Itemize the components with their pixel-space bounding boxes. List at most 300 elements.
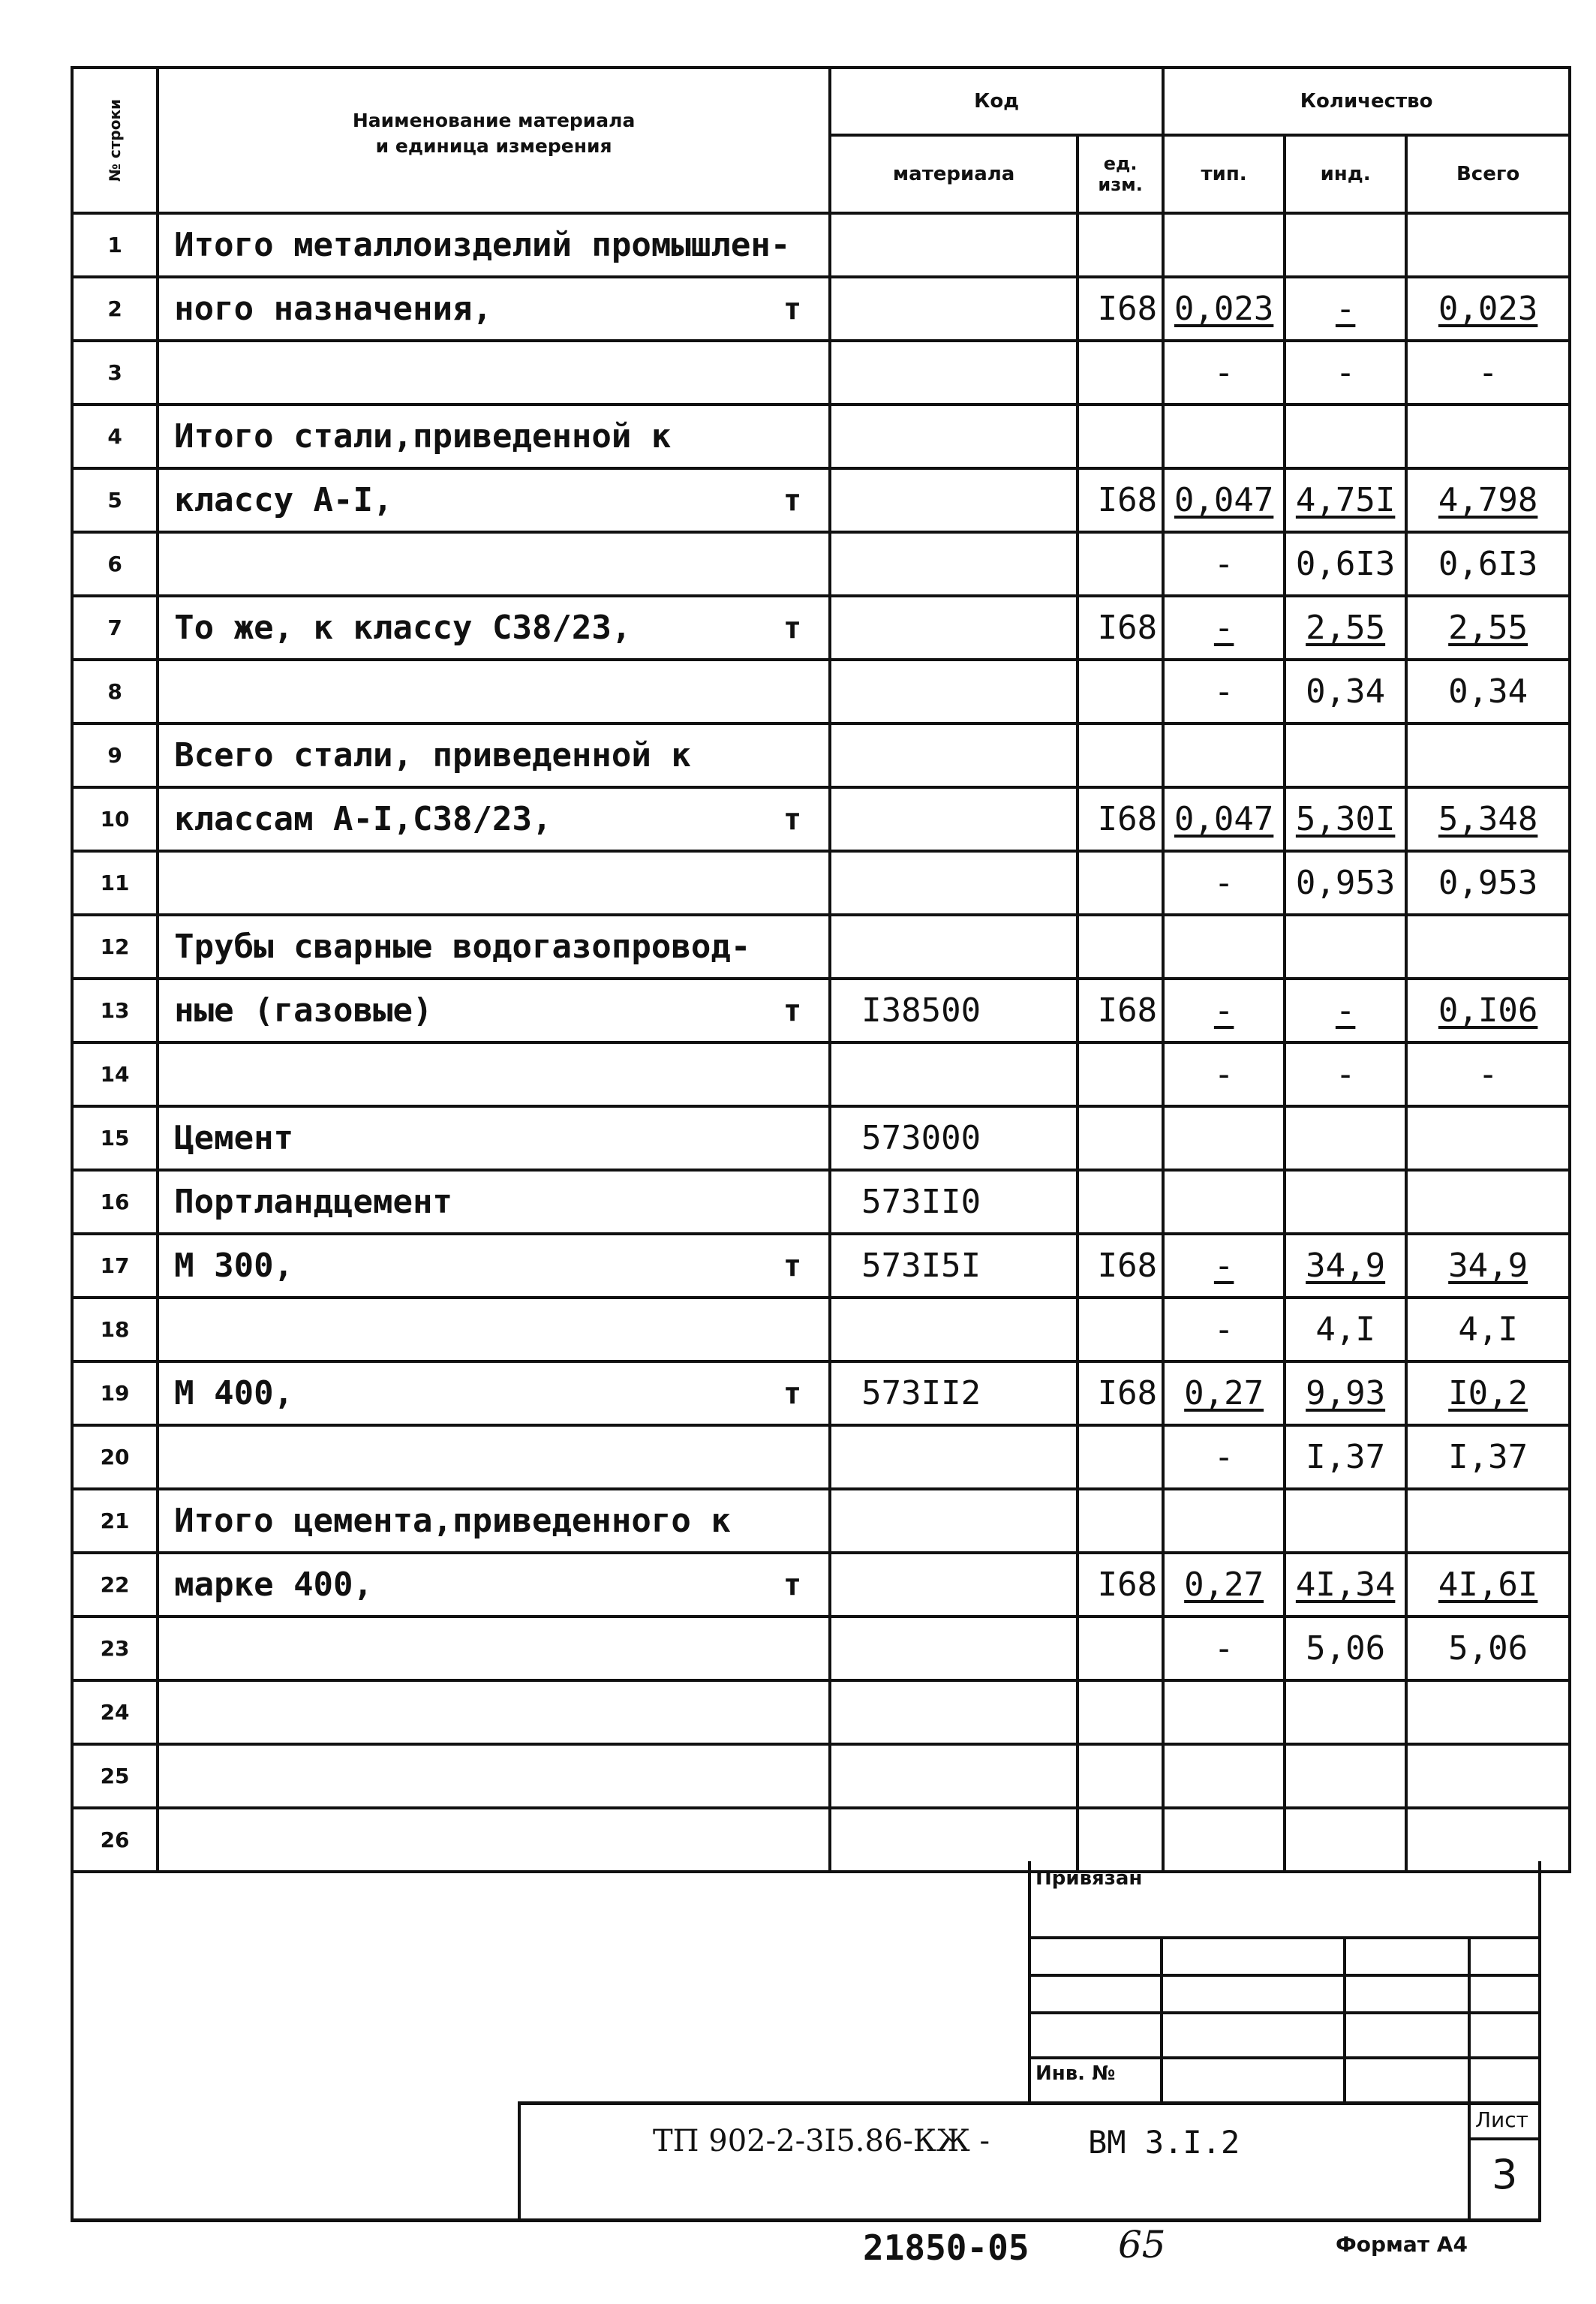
table-row — [72, 532, 1570, 596]
material-name-cell — [158, 1617, 830, 1680]
qty-total-value: - — [1477, 353, 1498, 392]
measure-unit: т — [783, 611, 802, 645]
qty-typ-value: - — [1213, 1247, 1234, 1285]
qty-typ — [1163, 787, 1285, 851]
measure-unit: т — [783, 292, 802, 326]
unit-code: I68 — [1078, 787, 1163, 851]
qty-total — [1406, 341, 1570, 405]
material-code — [830, 532, 1078, 596]
material-code — [830, 660, 1078, 723]
material-name: М 300, — [174, 1247, 294, 1285]
material-code — [830, 277, 1078, 341]
qty-total-value: 4,798 — [1438, 481, 1538, 519]
unit-code — [1078, 213, 1163, 277]
table-row — [72, 1489, 1570, 1553]
qty-typ — [1163, 979, 1285, 1042]
table-row — [72, 1744, 1570, 1808]
qty-ind-value: 5,30I — [1295, 800, 1396, 838]
qty-typ — [1163, 1170, 1285, 1234]
material-code: 573II0 — [830, 1170, 1078, 1234]
qty-total — [1406, 1234, 1570, 1298]
measure-unit: т — [783, 802, 802, 837]
unit-code — [1078, 915, 1163, 979]
row-number: 2 — [72, 277, 158, 341]
material-name: классам А-I,С38/23, — [174, 800, 552, 838]
unit-code: I68 — [1078, 979, 1163, 1042]
qty-ind — [1285, 341, 1406, 405]
table-row — [72, 1617, 1570, 1680]
table-row — [72, 1680, 1570, 1744]
qty-typ-value: - — [1213, 864, 1234, 902]
material-name-cell — [158, 1170, 830, 1234]
qty-ind — [1285, 1042, 1406, 1106]
unit-code — [1078, 1489, 1163, 1553]
qty-typ-value: - — [1213, 609, 1234, 647]
qty-ind-value: - — [1335, 1055, 1356, 1093]
row-number: 19 — [72, 1361, 158, 1425]
material-name: Итого цемента,приведенного к — [174, 1502, 731, 1540]
stamp-v1 — [1160, 1936, 1163, 2103]
table-row — [72, 405, 1570, 468]
row-number: 23 — [72, 1617, 158, 1680]
row-number: 12 — [72, 915, 158, 979]
table-row — [72, 277, 1570, 341]
unit-code — [1078, 405, 1163, 468]
qty-typ — [1163, 1234, 1285, 1298]
qty-total — [1406, 1617, 1570, 1680]
material-code — [830, 1042, 1078, 1106]
qty-ind — [1285, 532, 1406, 596]
table-row — [72, 1361, 1570, 1425]
qty-typ — [1163, 851, 1285, 915]
table-row — [72, 1170, 1570, 1234]
qty-total — [1406, 405, 1570, 468]
frame-bottom — [71, 2218, 1541, 2222]
qty-total — [1406, 213, 1570, 277]
qty-typ-value: - — [1213, 1629, 1234, 1668]
sheet-cell-left — [1468, 2101, 1471, 2221]
material-name: классу А-I, — [174, 481, 393, 519]
qty-typ-value: 0,27 — [1184, 1374, 1264, 1412]
qty-typ — [1163, 1617, 1285, 1680]
material-name-cell — [158, 213, 830, 277]
stamp-h4 — [1028, 2056, 1541, 2059]
material-code — [830, 1808, 1078, 1872]
qty-ind — [1285, 1808, 1406, 1872]
qty-ind-value: - — [1335, 290, 1356, 328]
qty-total — [1406, 1744, 1570, 1808]
qty-ind — [1285, 1361, 1406, 1425]
qty-ind-value: - — [1335, 353, 1356, 392]
table-row — [72, 1234, 1570, 1298]
qty-typ — [1163, 1425, 1285, 1489]
material-name: ного назначения, — [174, 290, 492, 328]
qty-ind-value: 0,953 — [1295, 864, 1396, 902]
qty-typ-value: - — [1213, 991, 1234, 1030]
material-code: 573000 — [830, 1106, 1078, 1170]
qty-ind-value: 9,93 — [1306, 1374, 1386, 1412]
qty-ind — [1285, 405, 1406, 468]
qty-total-value: 0,34 — [1448, 672, 1528, 711]
table-row — [72, 915, 1570, 979]
qty-total — [1406, 1553, 1570, 1617]
qty-total-value: 2,55 — [1448, 609, 1528, 647]
material-name-cell — [158, 915, 830, 979]
qty-typ — [1163, 723, 1285, 787]
code-group-header: Код — [830, 68, 1163, 135]
qty-ind — [1285, 1425, 1406, 1489]
qty-typ — [1163, 468, 1285, 532]
measure-unit: т — [783, 994, 802, 1028]
table-row — [72, 723, 1570, 787]
material-name: Всего стали, приведенной к — [174, 736, 691, 775]
row-number: 26 — [72, 1808, 158, 1872]
material-name-cell — [158, 660, 830, 723]
qty-total — [1406, 1680, 1570, 1744]
material-name-cell — [158, 979, 830, 1042]
qty-total — [1406, 660, 1570, 723]
qty-ind-header: инд. — [1285, 135, 1406, 213]
material-code — [830, 1425, 1078, 1489]
unit-code — [1078, 341, 1163, 405]
materials-table — [71, 66, 1571, 1873]
document-sheet-code: ВМ 3.I.2 — [1088, 2124, 1240, 2161]
qty-typ — [1163, 213, 1285, 277]
unit-code — [1078, 1744, 1163, 1808]
qty-ind — [1285, 787, 1406, 851]
material-name: Портландцемент — [174, 1183, 452, 1221]
qty-total-value: 0,953 — [1438, 864, 1538, 902]
qty-ind — [1285, 213, 1406, 277]
table-row — [72, 468, 1570, 532]
qty-typ-value: 0,27 — [1184, 1566, 1264, 1604]
qty-ind — [1285, 1617, 1406, 1680]
row-number: 13 — [72, 979, 158, 1042]
linked-label: Привязан — [1035, 1867, 1143, 1890]
material-name: Итого металлоизделий промышлен- — [174, 226, 791, 264]
qty-typ — [1163, 1298, 1285, 1361]
qty-typ — [1163, 1680, 1285, 1744]
qty-ind-value: I,37 — [1306, 1438, 1386, 1476]
qty-ind-value: 2,55 — [1306, 609, 1386, 647]
material-name-cell — [158, 1425, 830, 1489]
row-number: 3 — [72, 341, 158, 405]
unit-code: I68 — [1078, 1234, 1163, 1298]
row-number: 7 — [72, 596, 158, 660]
row-number: 17 — [72, 1234, 158, 1298]
qty-total — [1406, 851, 1570, 915]
document-code: ТП 902-2-3I5.86-КЖ - — [653, 2124, 990, 2158]
qty-total — [1406, 1361, 1570, 1425]
qty-ind — [1285, 1744, 1406, 1808]
qty-total — [1406, 1170, 1570, 1234]
qty-total — [1406, 915, 1570, 979]
qty-ind-value: 0,6I3 — [1295, 545, 1396, 583]
material-name-cell — [158, 1553, 830, 1617]
material-name-cell — [158, 1808, 830, 1872]
unit-code — [1078, 1298, 1163, 1361]
material-code — [830, 1744, 1078, 1808]
material-code — [830, 596, 1078, 660]
qty-ind — [1285, 1489, 1406, 1553]
material-code — [830, 1680, 1078, 1744]
unit-code — [1078, 1808, 1163, 1872]
unit-code — [1078, 1106, 1163, 1170]
row-number: 9 — [72, 723, 158, 787]
quantity-group-header: Количество — [1163, 68, 1570, 135]
material-code — [830, 1298, 1078, 1361]
code-unit-header: ед. изм. — [1078, 135, 1163, 213]
qty-ind-value: 5,06 — [1306, 1629, 1386, 1668]
stamp-h3 — [1028, 2011, 1541, 2014]
stamp-h1 — [1028, 1936, 1541, 1939]
table-row — [72, 1808, 1570, 1872]
qty-total — [1406, 787, 1570, 851]
material-code — [830, 851, 1078, 915]
row-number: 24 — [72, 1680, 158, 1744]
material-name: М 400, — [174, 1374, 294, 1412]
measure-unit: т — [783, 1376, 802, 1411]
row-number: 20 — [72, 1425, 158, 1489]
qty-typ — [1163, 341, 1285, 405]
row-number: 1 — [72, 213, 158, 277]
material-name-cell — [158, 1744, 830, 1808]
table-row — [72, 1425, 1570, 1489]
format-label: Формат А4 — [1336, 2232, 1468, 2257]
qty-typ — [1163, 915, 1285, 979]
frame-right — [1538, 1861, 1541, 2221]
measure-unit: т — [783, 483, 802, 518]
qty-ind — [1285, 915, 1406, 979]
unit-code — [1078, 723, 1163, 787]
qty-typ — [1163, 405, 1285, 468]
row-number: 18 — [72, 1298, 158, 1361]
row-number: 4 — [72, 405, 158, 468]
qty-total — [1406, 723, 1570, 787]
unit-code: I68 — [1078, 1361, 1163, 1425]
material-name-cell — [158, 1106, 830, 1170]
qty-typ-value: 0,047 — [1174, 800, 1274, 838]
qty-total — [1406, 979, 1570, 1042]
qty-typ — [1163, 1361, 1285, 1425]
row-number-header: № строки — [72, 68, 158, 213]
unit-code — [1078, 1617, 1163, 1680]
row-number: 6 — [72, 532, 158, 596]
material-code — [830, 723, 1078, 787]
qty-ind — [1285, 1234, 1406, 1298]
qty-total — [1406, 1106, 1570, 1170]
qty-ind-value: 4I,34 — [1295, 1566, 1396, 1604]
row-number: 21 — [72, 1489, 158, 1553]
material-code — [830, 213, 1078, 277]
table-row — [72, 660, 1570, 723]
material-code: I38500 — [830, 979, 1078, 1042]
material-code — [830, 341, 1078, 405]
qty-ind — [1285, 1106, 1406, 1170]
table-row — [72, 1106, 1570, 1170]
qty-total-value: - — [1477, 1055, 1498, 1093]
qty-typ-value: - — [1213, 353, 1234, 392]
row-number: 16 — [72, 1170, 158, 1234]
material-name: То же, к классу С38/23, — [174, 609, 632, 647]
qty-typ — [1163, 1808, 1285, 1872]
qty-total-value: 4,I — [1458, 1310, 1518, 1349]
qty-typ — [1163, 1042, 1285, 1106]
qty-total-value: 0,6I3 — [1438, 545, 1538, 583]
material-name-cell — [158, 1234, 830, 1298]
material-name-cell — [158, 532, 830, 596]
unit-code — [1078, 1170, 1163, 1234]
qty-ind — [1285, 979, 1406, 1042]
material-name: Трубы сварные водогазопровод- — [174, 928, 751, 966]
qty-total-value: I0,2 — [1448, 1374, 1528, 1412]
stamp-h2 — [1028, 1974, 1541, 1977]
qty-typ-value: - — [1213, 672, 1234, 711]
material-name-cell — [158, 1298, 830, 1361]
material-name-cell — [158, 596, 830, 660]
qty-total — [1406, 1489, 1570, 1553]
table-row — [72, 213, 1570, 277]
row-number: 10 — [72, 787, 158, 851]
qty-typ — [1163, 1553, 1285, 1617]
qty-typ — [1163, 1744, 1285, 1808]
row-number: 11 — [72, 851, 158, 915]
table-row — [72, 979, 1570, 1042]
qty-ind — [1285, 1170, 1406, 1234]
qty-total — [1406, 1808, 1570, 1872]
qty-total-value: 4I,6I — [1438, 1566, 1538, 1604]
qty-total — [1406, 1042, 1570, 1106]
unit-code: I68 — [1078, 1553, 1163, 1617]
unit-code — [1078, 660, 1163, 723]
page-number: 65 — [1118, 2223, 1166, 2266]
material-code — [830, 915, 1078, 979]
qty-ind — [1285, 1553, 1406, 1617]
qty-ind — [1285, 468, 1406, 532]
row-number: 25 — [72, 1744, 158, 1808]
sheet-label: Лист — [1475, 2107, 1528, 2132]
material-code: 573II2 — [830, 1361, 1078, 1425]
unit-code — [1078, 1425, 1163, 1489]
table-row — [72, 1042, 1570, 1106]
qty-ind-value: 0,34 — [1306, 672, 1386, 711]
table-row — [72, 341, 1570, 405]
material-code — [830, 1617, 1078, 1680]
qty-typ-value: - — [1213, 1055, 1234, 1093]
measure-unit: т — [783, 1249, 802, 1283]
qty-ind — [1285, 1680, 1406, 1744]
qty-ind-value: 4,I — [1315, 1310, 1375, 1349]
unit-code — [1078, 1042, 1163, 1106]
row-number: 15 — [72, 1106, 158, 1170]
qty-typ-header: тип. — [1163, 135, 1285, 213]
qty-total-value: 34,9 — [1448, 1247, 1528, 1285]
material-code — [830, 468, 1078, 532]
title-block-left — [518, 2101, 521, 2221]
archive-number: 21850-05 — [863, 2227, 1029, 2268]
qty-ind-value: - — [1335, 991, 1356, 1030]
qty-typ — [1163, 277, 1285, 341]
qty-ind — [1285, 277, 1406, 341]
table-row — [72, 596, 1570, 660]
qty-total — [1406, 1298, 1570, 1361]
row-number: 22 — [72, 1553, 158, 1617]
qty-total-value: 0,I06 — [1438, 991, 1538, 1030]
qty-typ — [1163, 1106, 1285, 1170]
qty-typ — [1163, 532, 1285, 596]
qty-typ-value: 0,023 — [1174, 290, 1274, 328]
qty-total-value: 5,06 — [1448, 1629, 1528, 1668]
name-header: Наименование материала и единица измерения — [158, 68, 830, 213]
sheet-number: 3 — [1492, 2151, 1518, 2198]
qty-total — [1406, 468, 1570, 532]
table-row — [72, 787, 1570, 851]
material-name-cell — [158, 1680, 830, 1744]
table-row — [72, 851, 1570, 915]
qty-ind-value: 4,75I — [1295, 481, 1396, 519]
qty-ind — [1285, 1298, 1406, 1361]
qty-ind-value: 34,9 — [1306, 1247, 1386, 1285]
unit-code — [1078, 532, 1163, 596]
qty-ind — [1285, 660, 1406, 723]
qty-total-value: 5,348 — [1438, 800, 1538, 838]
qty-total — [1406, 532, 1570, 596]
material-name-cell — [158, 1361, 830, 1425]
stamp-v2 — [1343, 1936, 1346, 2103]
material-name-cell — [158, 723, 830, 787]
measure-unit: т — [783, 1568, 802, 1602]
material-name: ные (газовые) — [174, 991, 433, 1030]
row-number: 8 — [72, 660, 158, 723]
qty-total — [1406, 277, 1570, 341]
material-name-cell — [158, 1042, 830, 1106]
qty-total — [1406, 596, 1570, 660]
material-name-cell — [158, 787, 830, 851]
code-material-header: материала — [830, 135, 1078, 213]
material-code — [830, 787, 1078, 851]
qty-typ — [1163, 1489, 1285, 1553]
qty-typ-value: - — [1213, 1310, 1234, 1349]
unit-code — [1078, 1680, 1163, 1744]
material-code — [830, 405, 1078, 468]
qty-typ-value: - — [1213, 1438, 1234, 1476]
qty-typ — [1163, 660, 1285, 723]
material-name-cell — [158, 468, 830, 532]
material-code — [830, 1553, 1078, 1617]
qty-ind — [1285, 851, 1406, 915]
unit-code: I68 — [1078, 596, 1163, 660]
qty-total-value: 0,023 — [1438, 290, 1538, 328]
material-name: Итого стали,приведенной к — [174, 417, 672, 456]
stamp-v3 — [1468, 1936, 1471, 2103]
qty-typ — [1163, 596, 1285, 660]
row-number: 14 — [72, 1042, 158, 1106]
stamp-divider-v — [1028, 1861, 1031, 2103]
sheet-cell-mid — [1468, 2137, 1541, 2140]
unit-code: I68 — [1078, 468, 1163, 532]
title-block-top — [518, 2101, 1541, 2105]
qty-typ-value: 0,047 — [1174, 481, 1274, 519]
qty-total-header: Всего — [1406, 135, 1570, 213]
qty-ind — [1285, 596, 1406, 660]
table-row — [72, 1553, 1570, 1617]
material-name: Цемент — [174, 1119, 294, 1157]
row-number: 5 — [72, 468, 158, 532]
inv-no-label: Инв. № — [1035, 2062, 1116, 2085]
qty-total — [1406, 1425, 1570, 1489]
material-name-cell — [158, 405, 830, 468]
material-name-cell — [158, 277, 830, 341]
